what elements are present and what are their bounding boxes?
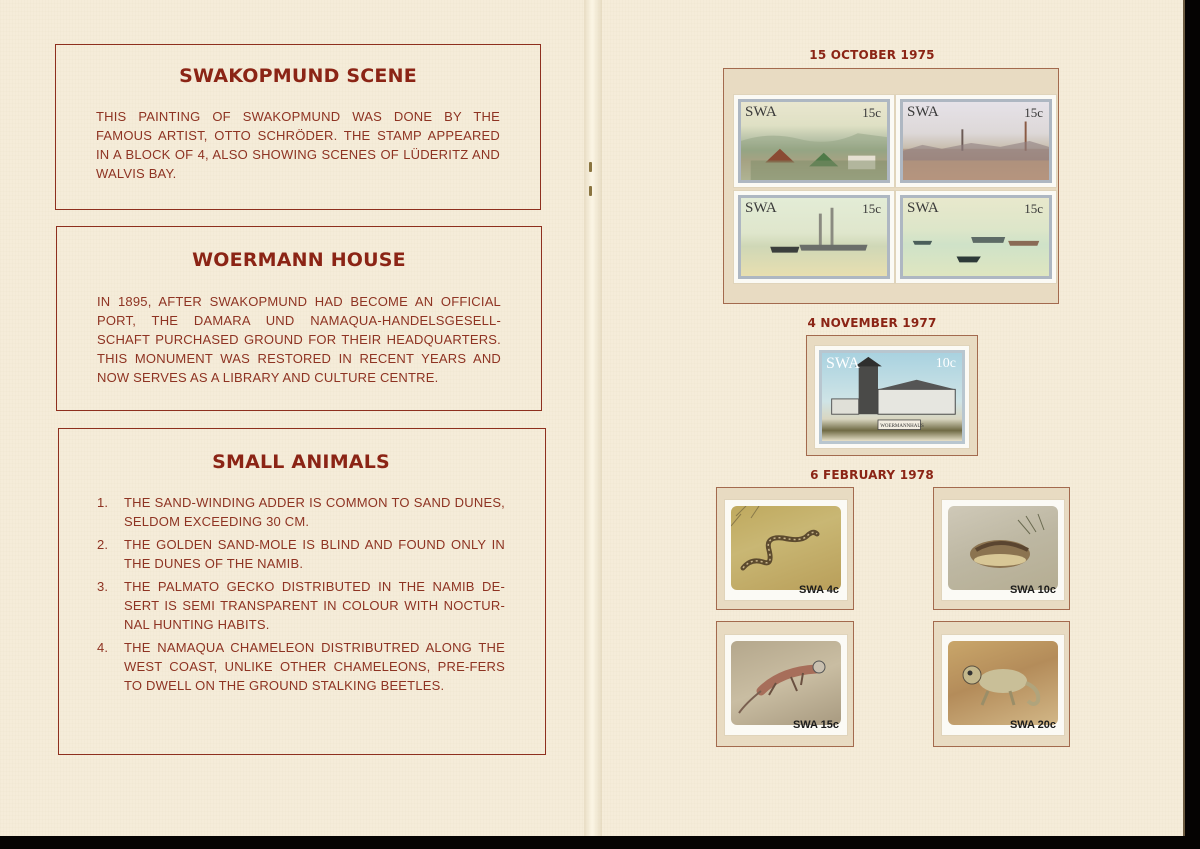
stamp-label: SWA 10c [1009, 584, 1056, 596]
stamp-mount-mole [933, 487, 1070, 610]
animal-list [97, 493, 505, 695]
stamp-country: SWA [745, 200, 777, 216]
stamp-country: SWA [907, 104, 939, 120]
stamp-mount-adder [716, 487, 854, 610]
stamp-golden-sand-mole [942, 500, 1064, 600]
stamp-namaqua-chameleon [942, 635, 1064, 735]
item-number: 1. [97, 495, 109, 510]
mole-icon [948, 506, 1058, 590]
item-number: 2. [97, 537, 109, 552]
section-body: THIS PAINTING OF SWAKOPMUND WAS DONE BY THE FAMOUS ARTIST, OTTO SCHRÖDER. THE STAMP APPEARED IN A BLOCK OF 4, ALSO SHOWING SCENES OF LÜDERITZ AND WALVIS BAY. [96, 109, 500, 181]
item-number: 3. [97, 579, 109, 594]
section-woermann-house [56, 226, 542, 411]
section-body: IN 1895, AFTER SWAKOPMUND HAD BECOME AN OFFICIAL PORT, THE DAMARA UND NAMAQUA-HANDELSGESELL-SCHAFT PURCHASED GROUND FOR THEIR HEADQUARTERS. THIS MONUMENT WAS RESTORED IN RECENT YEARS AND NOW SERVES AS A LIBRARY AND CULTURE CENTRE. [97, 294, 501, 385]
stamp-luderitz-skyline [896, 95, 1056, 187]
list-item [97, 493, 505, 531]
stamp-mount-chameleon [933, 621, 1070, 747]
stamp-country: SWA [907, 200, 939, 216]
stamp-sand-winding-adder [725, 500, 847, 600]
stamp-mount-block [723, 68, 1059, 304]
staple-icon [589, 162, 592, 172]
stamp-walvis-bay-boats [896, 191, 1056, 283]
stamp-harbour-ships [734, 191, 894, 283]
stamp-value: 15c [1024, 201, 1043, 216]
booklet-spine [584, 0, 602, 836]
stamp-swakopmund-town [734, 95, 894, 187]
snake-icon [731, 506, 841, 590]
stamp-mount-gecko [716, 621, 854, 747]
section-small-animals [58, 428, 546, 755]
stamp-value: 15c [862, 201, 881, 216]
stamp-value: 10c [935, 356, 956, 371]
item-text: THE PALMATO GECKO DISTRIBUTED IN THE NAMIB DE-SERT IS SEMI TRANSPARENT IN COLOUR WITH NOCTUR-NAL HUNTING HABITS. [124, 579, 505, 632]
stamp-woermann-house [815, 346, 969, 448]
item-text: THE NAMAQUA CHAMELEON DISTRIBUTRED ALONG THE WEST COAST, UNLIKE OTHER CHAMELEONS, PRE-FERS TO DWELL ON THE GROUND STALKING BEETLES. [124, 640, 505, 693]
item-number: 4. [97, 640, 109, 655]
gecko-icon [731, 641, 841, 725]
section-swakopmund-scene [55, 44, 541, 210]
stamp-label: SWA 20c [1009, 719, 1056, 731]
stamp-country: SWA [826, 355, 860, 372]
stamp-value: 15c [1024, 105, 1043, 120]
item-text: THE SAND-WINDING ADDER IS COMMON TO SAND DUNES, SELDOM EXCEEDING 30 CM. [124, 495, 505, 529]
left-page [0, 0, 592, 836]
stamp-value: 15c [862, 105, 881, 120]
stamp-caption: WOERMANNHAUS [880, 424, 924, 429]
right-page [592, 0, 1185, 836]
issue-date: 6 FEBRUARY 1978 [810, 468, 934, 482]
list-item [97, 535, 505, 573]
section-title: SMALL ANIMALS [212, 451, 390, 473]
stamp-label: SWA 4c [799, 584, 839, 596]
section-title: SWAKOPMUND SCENE [179, 65, 417, 87]
list-item [97, 638, 505, 695]
stamp-label: SWA 15c [792, 719, 839, 731]
chameleon-icon [948, 641, 1058, 725]
section-title: WOERMANN HOUSE [192, 249, 406, 271]
issue-date: 15 OCTOBER 1975 [809, 48, 935, 62]
list-item [97, 577, 505, 634]
stamp-palmato-gecko [725, 635, 847, 735]
stamp-country: SWA [745, 104, 777, 120]
issue-date: 4 NOVEMBER 1977 [807, 316, 937, 330]
stamp-mount-single [806, 335, 978, 456]
item-text: THE GOLDEN SAND-MOLE IS BLIND AND FOUND ONLY IN THE DUNES OF THE NAMIB. [124, 537, 505, 571]
staple-icon [589, 186, 592, 196]
